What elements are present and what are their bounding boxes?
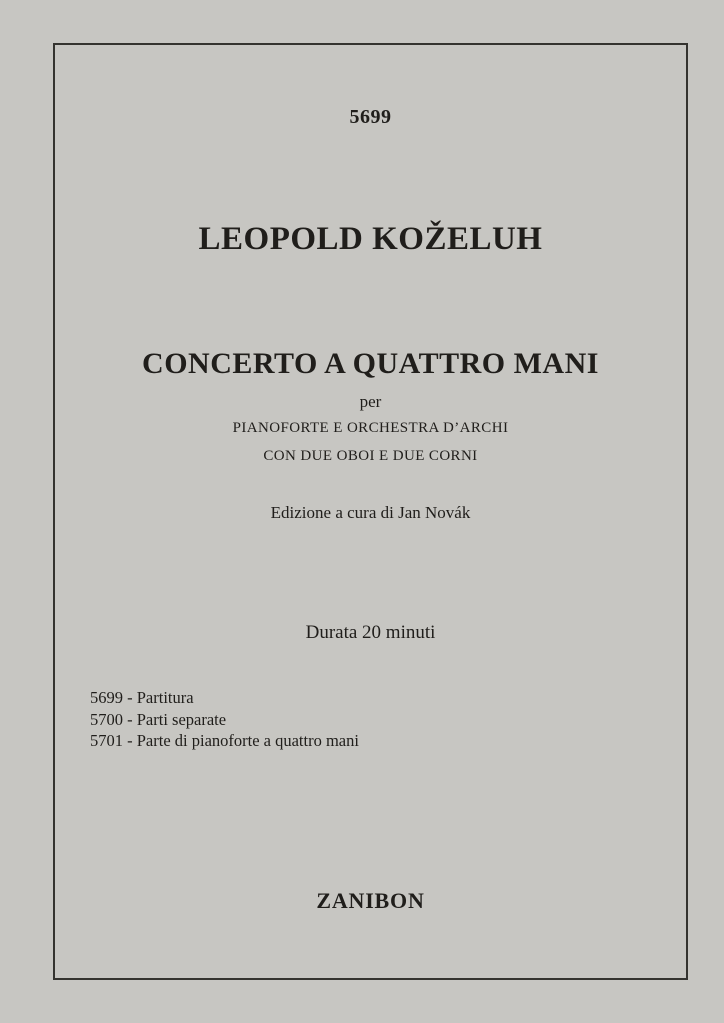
catalog-list [90,687,359,752]
publisher-name: ZANIBON [316,888,425,913]
per-label: per [359,392,382,411]
catalog-item-partitura: 5699 - Partitura [90,688,194,707]
plate-number: 5699 [349,106,392,128]
work-title: CONCERTO A QUATTRO MANI [142,347,599,380]
composer-name: LEOPOLD KOŽELUH [198,221,543,257]
catalog-item-parti-separate: 5700 - Parti separate [90,709,227,729]
edition-note: Edizione a cura di Jan Novák [270,503,471,522]
instrumentation-line-1: PIANOFORTE E ORCHESTRA D’ARCHI [232,420,509,436]
duration-note: Durata 20 minuti [305,622,436,643]
instrumentation-line-2: CON DUE OBOI E DUE CORNI [263,448,478,464]
catalog-item-parte-pianoforte: 5701 - Parte di pianoforte a quattro mani [90,731,359,750]
